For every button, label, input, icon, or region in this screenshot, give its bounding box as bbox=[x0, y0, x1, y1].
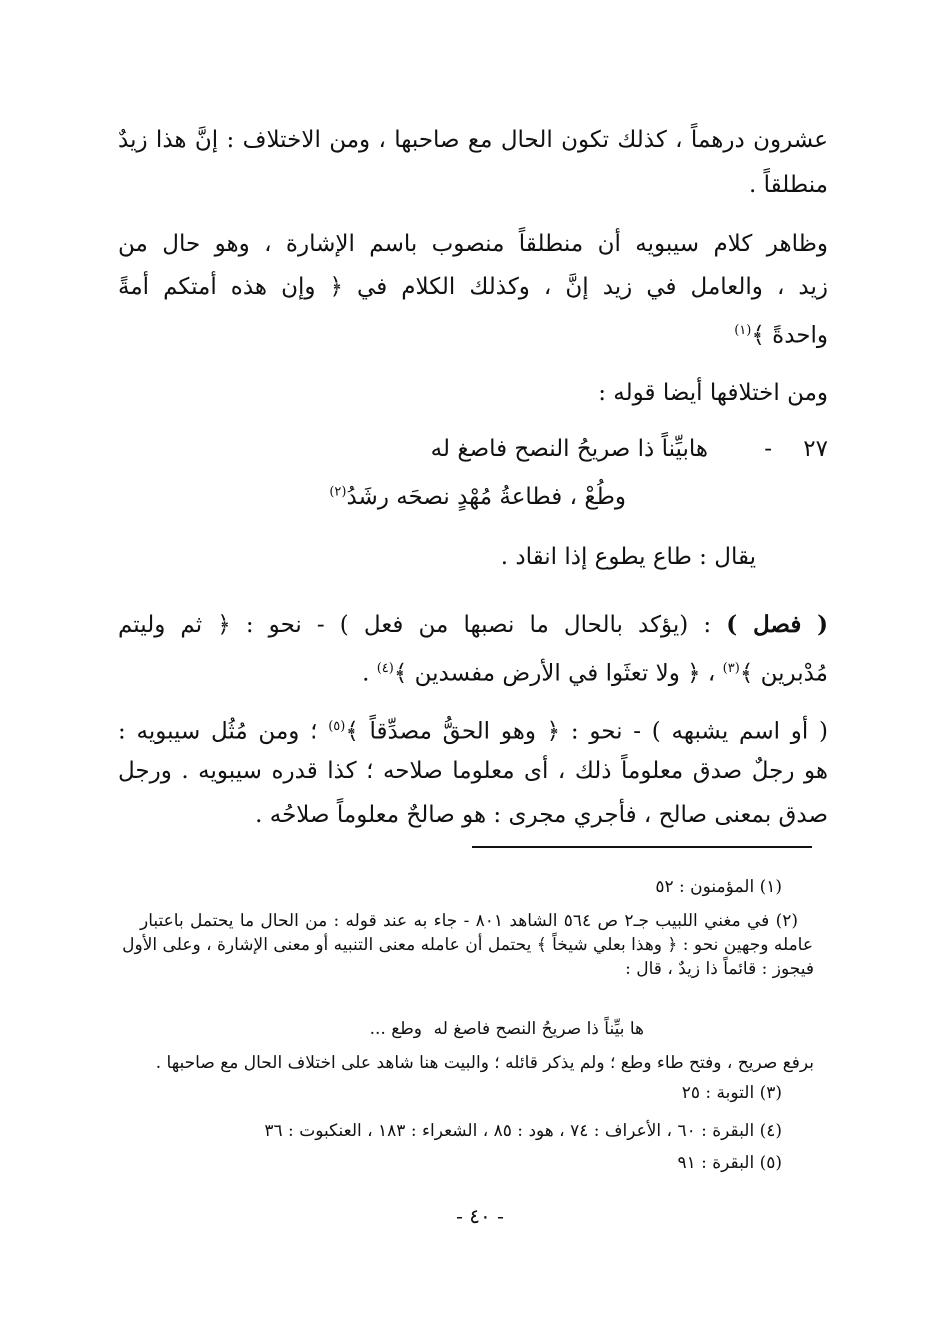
footnote-2-line: عامله وجهين نحو : ﴿ وهذا بعلي شيخاً ﴾ يحتمل أن عامله معنى التنبيه أو معنى الإشارة ، وعلى الأول bbox=[122, 935, 813, 955]
text-line: ( أو اسم يشبهه ) - نحو : ﴿ وهو الحقُّ مصدِّقاً ﴾$^{(٥)}$ ؛ ومن مُثُل سيبويه : bbox=[118, 718, 828, 745]
footnote-2-line: فيجوز : قائماً ذا زيدٌ ، قال : bbox=[625, 959, 814, 979]
footnote-ref: (٣) bbox=[722, 661, 740, 676]
text-line: وظاهر كلام سيبويه أن منطلقاً منصوب باسم الإشارة ، وهو حال من bbox=[118, 231, 828, 257]
text-line-content: واحدةً ﴾ bbox=[751, 322, 828, 349]
footnote-ref: (٥) bbox=[328, 719, 346, 734]
verse-hemistich-1: هابيِّناً ذا صريحُ النصح فاصغ له bbox=[430, 436, 708, 462]
footnote-5: (٥) البقرة : ٩١ bbox=[677, 1153, 782, 1173]
text-line: صدق بمعنى صالح ، فأجري مجرى : هو صالحٌ معلوماً صلاحُه . bbox=[255, 802, 828, 828]
text-line: هو رجلٌ صدق معلوماً ذلك ، أى معلوما صلاحه ؛ كذا قدره سيبويه . ورجل bbox=[118, 758, 828, 784]
text-line: يقال : طاع يطوع إذا انقاد . bbox=[500, 544, 756, 570]
text-line: ومن اختلافها أيضا قوله : bbox=[598, 380, 828, 406]
footnote-4: (٤) البقرة : ٦٠ ، الأعراف : ٧٤ ، هود : ٨٥ ، الشعراء : ١٨٣ ، العنكبوت : ٣٦ bbox=[264, 1121, 782, 1141]
footnote-3: (٣) التوبة : ٢٥ bbox=[681, 1083, 782, 1103]
section-heading: ( فصل ) bbox=[726, 611, 829, 638]
footnote-ref: (٢) bbox=[329, 484, 347, 500]
text-line: منطلقاً . bbox=[748, 172, 828, 198]
footnote-ref: (١) bbox=[734, 323, 752, 338]
footnote-separator bbox=[472, 846, 812, 848]
footnote-2-line: (٢) في مغني اللبيب جـ٢ ص ٥٦٤ الشاهد ٨٠١ - جاء به عند قوله : من الحال ما يحتمل باعتبار bbox=[140, 911, 798, 931]
footnote-1: (١) المؤمنون : ٥٢ bbox=[655, 877, 782, 897]
footnote-verse-hemistich-1: ها بيِّناً ذا صريحُ النصح فاصغ له bbox=[433, 1019, 644, 1039]
verse-hemistich-2: وطُعْ ، فطاعةُ مُهْدٍ نصحَه رشَدُ$^{(٢)}$ bbox=[329, 484, 626, 510]
text-line: مُدْبرين ﴾$^{(٣)}$ ، ﴿ ولا تعثَوا في الأرض مفسدين ﴾$^{(٤)}$ . bbox=[362, 660, 828, 687]
verse-dash: - bbox=[764, 436, 772, 462]
page-number: - ٤٠ - bbox=[456, 1204, 504, 1228]
text-line: ( فصل ) : (يؤكد بالحال ما نصبها من فعل ) - نحو : ﴿ ثم وليتم bbox=[118, 611, 829, 638]
text-line: عشرون درهماً ، كذلك تكون الحال مع صاحبها ، ومن الاختلاف : إنَّ هذا زيدٌ bbox=[118, 127, 828, 153]
verse-number: ٢٧ bbox=[803, 436, 828, 462]
footnote-2-line: برفع صريح ، وفتح طاء وطع ؛ ولم يذكر قائله ؛ والبيت هنا شاهد على اختلاف الحال مع صاحبها . bbox=[155, 1053, 814, 1073]
footnote-verse-hemistich-2: وطع ... bbox=[369, 1019, 422, 1039]
text-line bbox=[734, 316, 828, 351]
verse-block bbox=[118, 436, 828, 526]
text-line: زيد ، والعامل في زيد إنَّ ، وكذلك الكلام في ﴿ وإن هذه أمتكم أمةً bbox=[118, 274, 828, 300]
footnote-ref: (٤) bbox=[376, 661, 394, 676]
